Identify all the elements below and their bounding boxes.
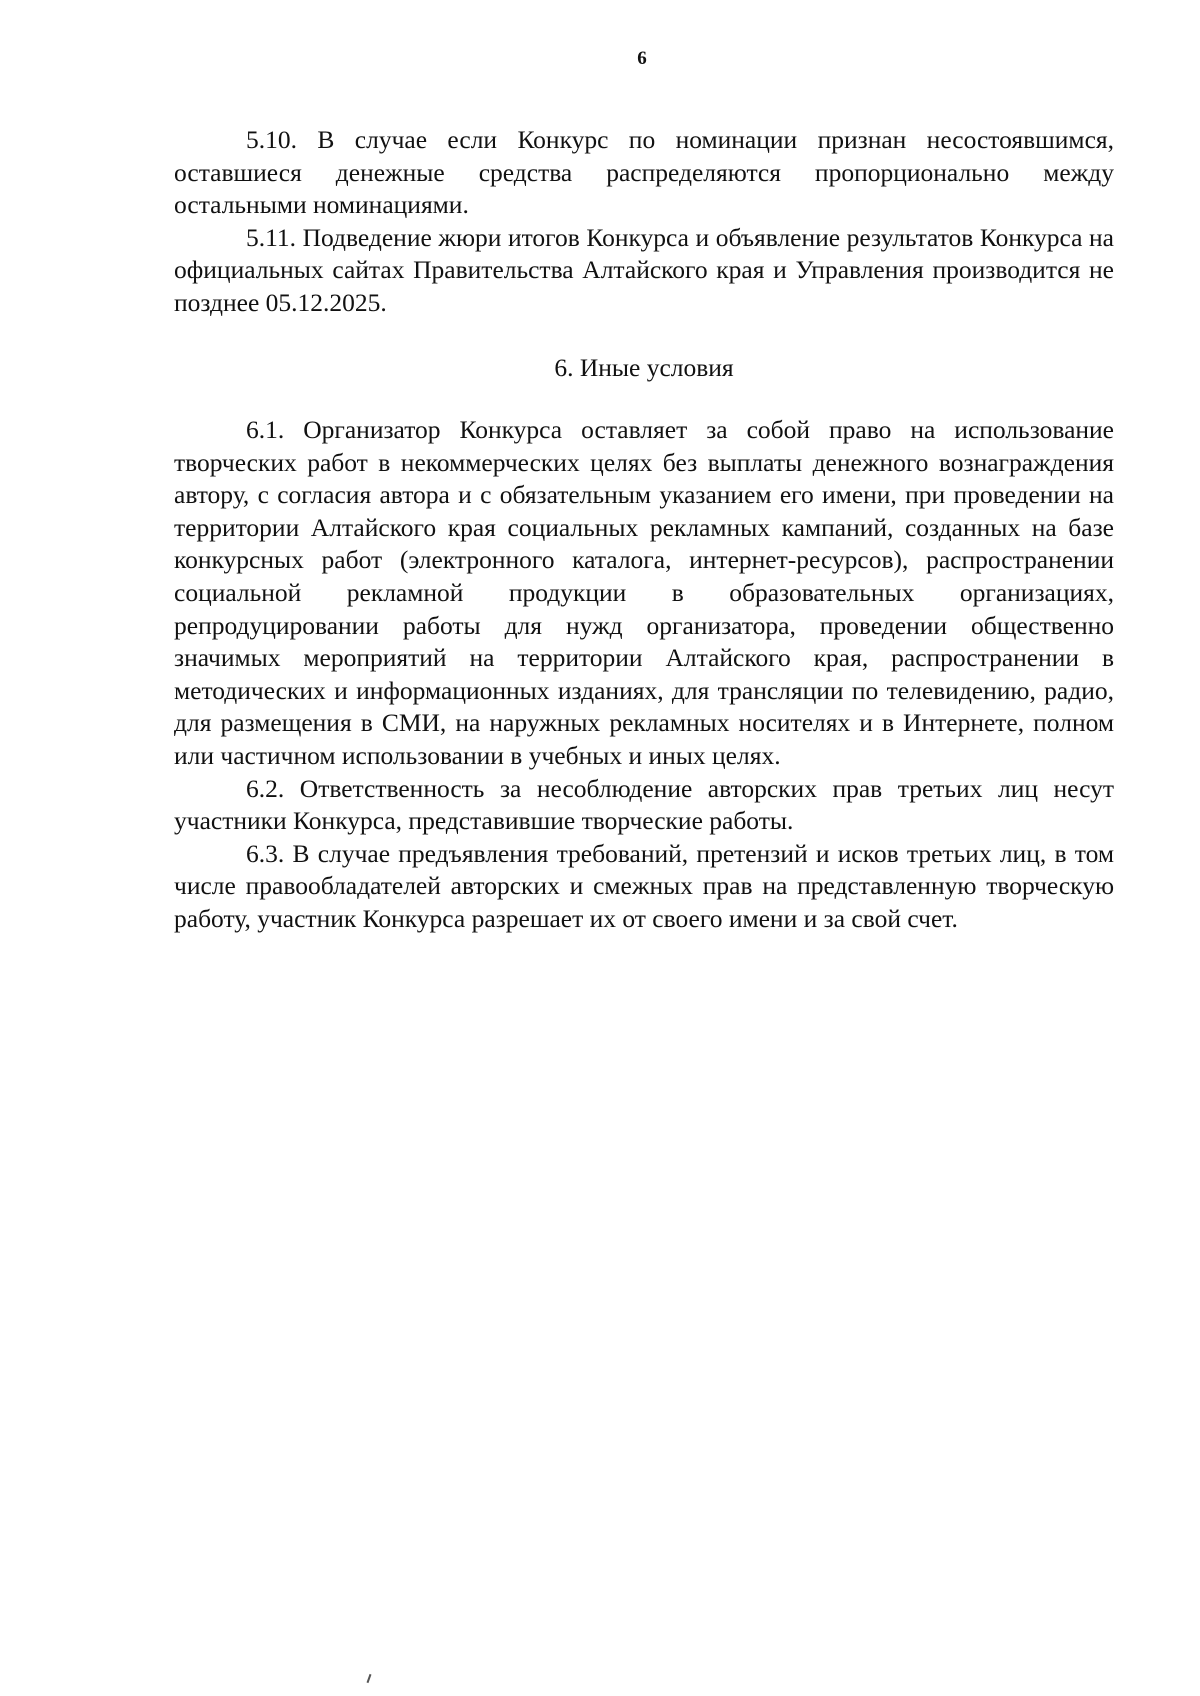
page-number: 6 xyxy=(637,48,647,69)
section-6-block xyxy=(174,414,1114,936)
scan-artifact xyxy=(367,1674,372,1683)
paragraph-6-2: 6.2. Ответственность за несоблюдение авторских прав третьих лиц несут участники Конкурса, представившие творческие работы. xyxy=(174,773,1114,836)
paragraph-5-11: 5.11. Подведение жюри итогов Конкурса и объявление результатов Конкурса на официальных сайтах Правительства Алтайского края и Управления производится не позднее 05.12.2025. xyxy=(174,222,1114,317)
paragraph-5-10: 5.10. В случае если Конкурс по номинации признан несостоявшимся, оставшиеся денежные средства распределяются пропорционально между остальными номинациями. xyxy=(174,125,1114,220)
section-5-block xyxy=(174,124,1114,320)
section-6-heading: 6. Иные условия xyxy=(554,353,734,382)
paragraph-6-3: 6.3. В случае предъявления требований, претензий и исков третьих лиц, в том числе правообладателей авторских и смежных прав на представленную творческую работу, участник Конкурса разрешает их от своего имени и за свой счет. xyxy=(174,838,1114,933)
paragraph-6-1: 6.1. Организатор Конкурса оставляет за собой право на использование творческих работ в некоммерческих целях без выплаты денежного вознаграждения автору, с согласия автора и с обязательным указанием его имени, при проведении на территории Алтайского края социальных рекламных кампаний, созданных на базе конкурсных работ (электронного каталога, интернет-ресурсов), распространении социальной рекламной продукции в образовательных организациях, репродуцировании работы для нужд организатора, проведении общественно значимых мероприятий на территории Алтайского края, распространении в методических и информационных изданиях, для трансляции по телевидению, радио, для размещения в СМИ, на наружных рекламных носителях и в Интернете, полном или частичном использовании в учебных и иных целях. xyxy=(174,415,1114,770)
